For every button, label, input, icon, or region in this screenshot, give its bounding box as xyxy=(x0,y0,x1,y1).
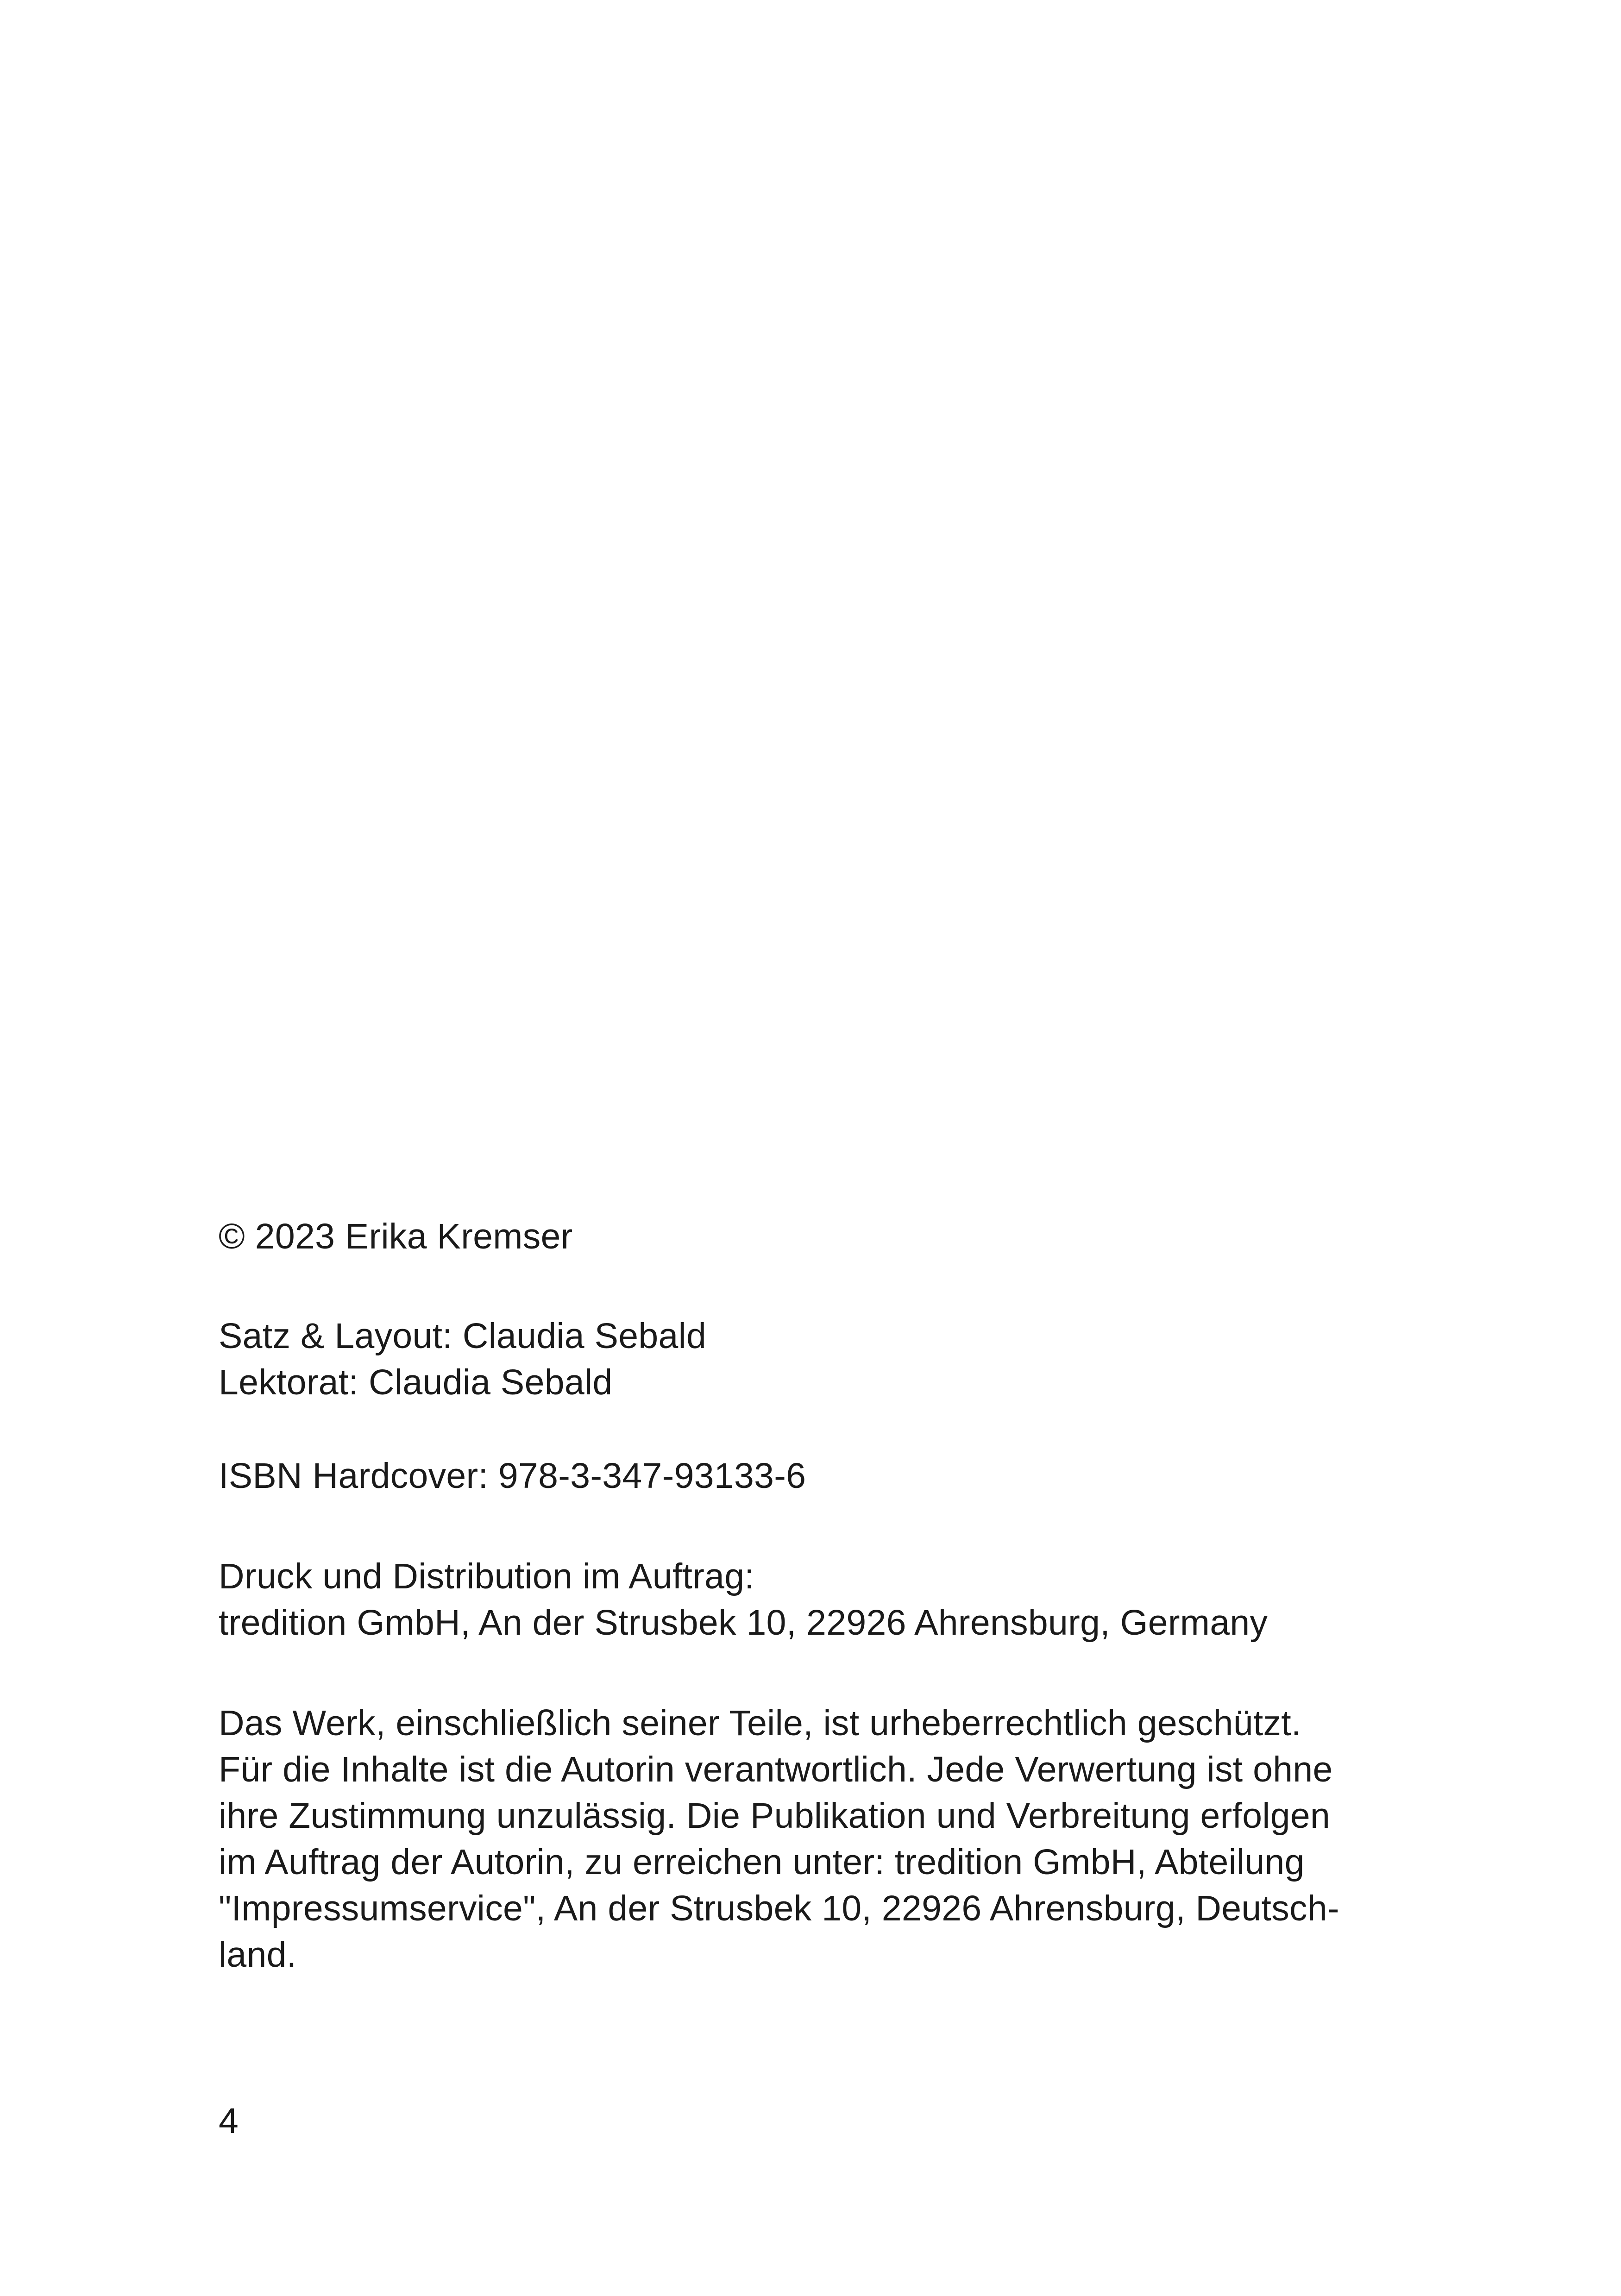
distribution-heading: Druck und Distribution im Auftrag: xyxy=(219,1556,755,1596)
legal-notice-line: land. xyxy=(219,1935,297,1975)
isbn-section xyxy=(219,1453,1423,1499)
page-number: 4 xyxy=(219,2101,239,2141)
publisher-address: tredition GmbH, An der Strusbek 10, 22926 Ahrensburg, Germany xyxy=(219,1603,1268,1643)
legal-notice-line: "Impressumservice", An der Strusbek 10, 22926 Ahrensburg, Deutsch- xyxy=(219,1888,1339,1928)
layout-credit: Satz & Layout: Claudia Sebald xyxy=(219,1316,707,1356)
legal-notice-line: im Auftrag der Autorin, zu erreichen unter: tredition GmbH, Abteilung xyxy=(219,1842,1305,1882)
isbn-line: ISBN Hardcover: 978-3-347-93133-6 xyxy=(219,1456,806,1496)
legal-notice xyxy=(219,1700,1423,1978)
distribution-section xyxy=(219,1553,1423,1646)
imprint-block xyxy=(219,1213,1423,1978)
legal-notice-line: Das Werk, einschließlich seiner Teile, ist urheberrechtlich geschützt. xyxy=(219,1703,1301,1743)
legal-notice-line: ihre Zustimmung unzulässig. Die Publikation und Verbreitung erfolgen xyxy=(219,1796,1331,1836)
copyright-notice xyxy=(219,1213,1423,1260)
copyright-line: © 2023 Erika Kremser xyxy=(219,1217,573,1256)
legal-notice-line: Für die Inhalte ist die Autorin verantwortlich. Jede Verwertung ist ohne xyxy=(219,1750,1333,1789)
editing-credit: Lektorat: Claudia Sebald xyxy=(219,1362,613,1402)
credits-section xyxy=(219,1313,1423,1405)
